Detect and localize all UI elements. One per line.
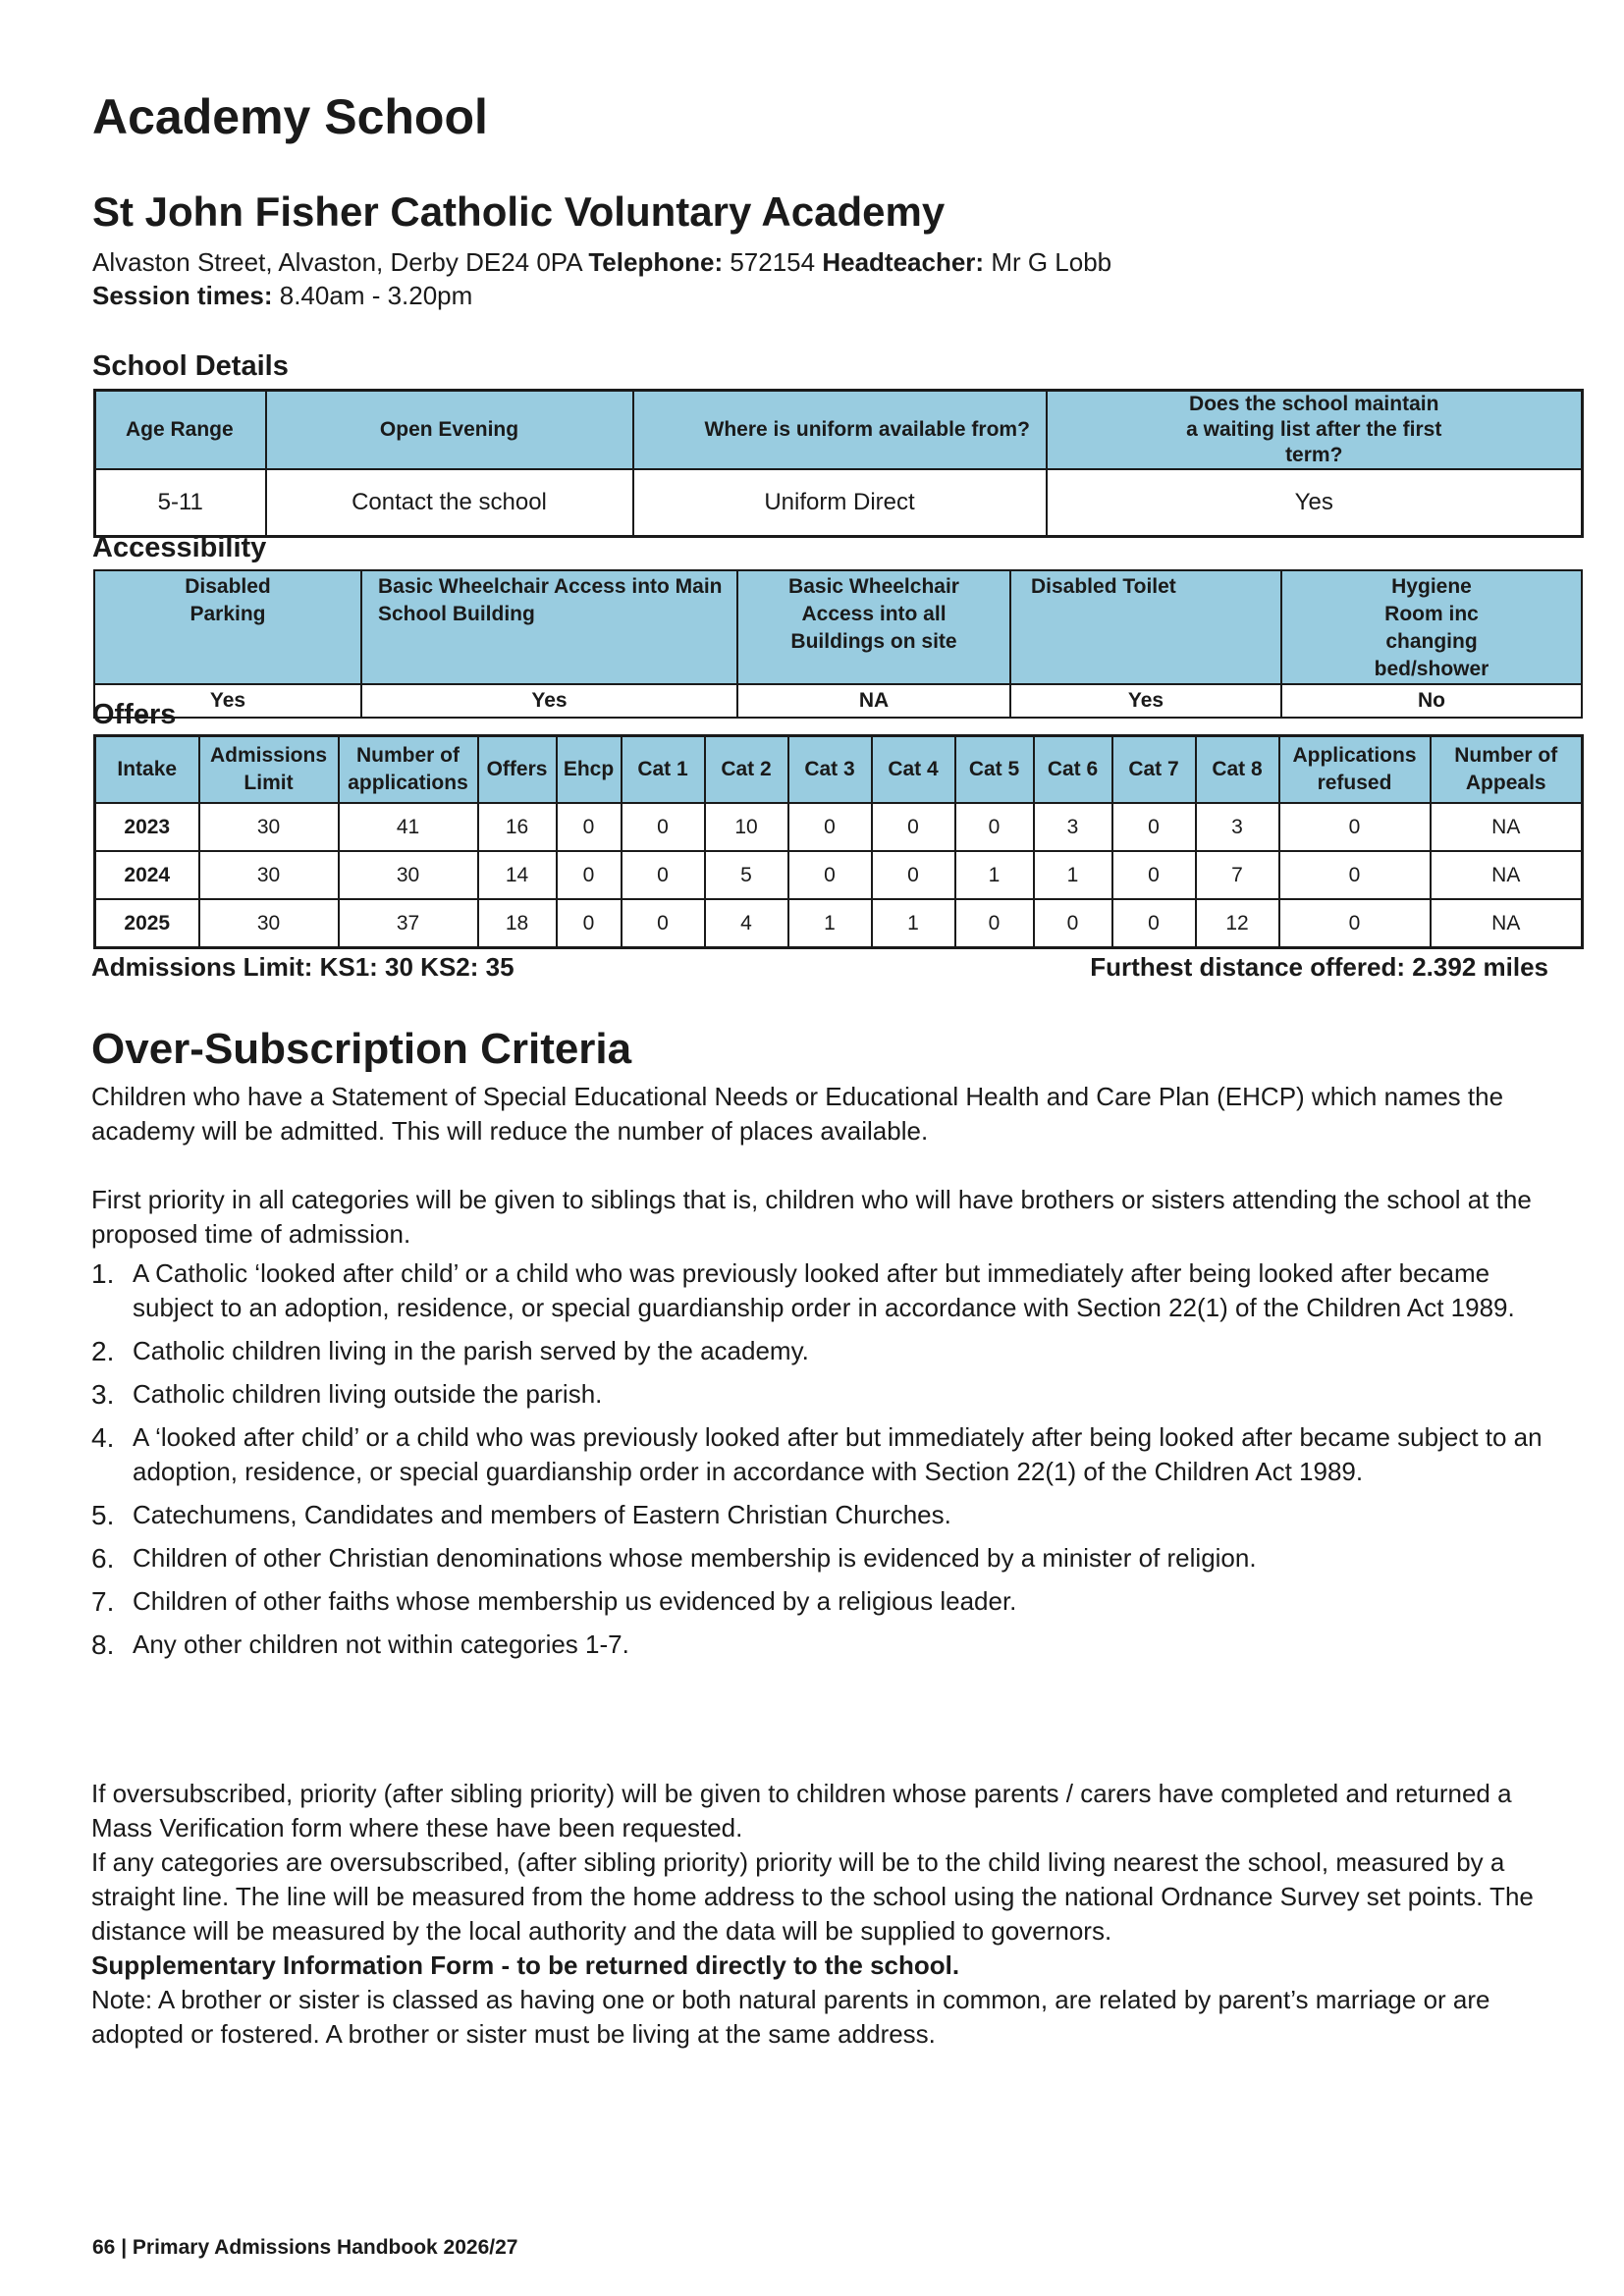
table-row xyxy=(95,851,1583,899)
offers-cell: 3 xyxy=(1196,803,1279,851)
accessibility-cell: Yes xyxy=(1010,684,1281,718)
offers-cell: 30 xyxy=(199,899,339,948)
accessibility-table xyxy=(93,569,1583,719)
offers-cell: 0 xyxy=(622,803,705,851)
offers-cell: 0 xyxy=(622,851,705,899)
list-item xyxy=(91,1334,1544,1368)
accessibility-header: Basic Wheelchair Access into all Buildings on site xyxy=(737,570,1010,684)
list-item-number: 8. xyxy=(91,1629,115,1660)
offers-header: Cat 5 xyxy=(955,736,1034,804)
offers-cell: 16 xyxy=(478,803,557,851)
list-item-text: A Catholic ‘looked after child’ or a child who was previously looked after but immediately after being looked after became subject to an adoption, residence, or special guardianship order in accordance with Section 22(1) of the Children Act 1989. xyxy=(133,1258,1515,1322)
offers-cell: 37 xyxy=(339,899,478,948)
list-item-number: 5. xyxy=(91,1500,115,1530)
offers-cell: 0 xyxy=(788,803,872,851)
mass-verification-paragraph: If oversubscribed, priority (after sibling priority) will be given to children whose parents / carers have completed and returned a Mass Verification form where these have been requested. xyxy=(91,1779,1512,1842)
offers-cell: 1 xyxy=(872,899,955,948)
offers-cell: 0 xyxy=(1112,851,1196,899)
offers-cell: 14 xyxy=(478,851,557,899)
telephone-label: Telephone: xyxy=(588,247,724,277)
list-item xyxy=(91,1628,1544,1662)
school-name: St John Fisher Catholic Voluntary Academy xyxy=(92,188,946,235)
offers-cell: 0 xyxy=(1279,899,1431,948)
offers-header: Admissions Limit xyxy=(199,736,339,804)
list-item-number: 6. xyxy=(91,1543,115,1574)
offers-header: Cat 8 xyxy=(1196,736,1279,804)
intro-siblings: First priority in all categories will be given to siblings that is, children who will have brothers or sisters attending the school at the proposed time of admission. xyxy=(91,1185,1532,1249)
offers-header: Number of applications xyxy=(339,736,478,804)
offers-cell: 30 xyxy=(199,851,339,899)
intake-year: 2023 xyxy=(95,803,199,851)
intake-year: 2024 xyxy=(95,851,199,899)
details-cell: 5-11 xyxy=(95,469,266,537)
offers-cell: 12 xyxy=(1196,899,1279,948)
offers-cell: 0 xyxy=(1112,899,1196,948)
list-item xyxy=(91,1498,1544,1532)
table-row xyxy=(95,803,1583,851)
criteria-intro xyxy=(91,1080,1544,1252)
offers-cell: 5 xyxy=(705,851,788,899)
offers-cell: 4 xyxy=(705,899,788,948)
school-address: Alvaston Street, Alvaston, Derby DE24 0PA xyxy=(92,247,582,277)
accessibility-cell: Yes xyxy=(94,684,361,718)
list-item-number: 1. xyxy=(91,1258,115,1289)
list-item-text: Children of other faiths whose membership us evidenced by a religious leader. xyxy=(133,1586,1017,1616)
offers-cell: 1 xyxy=(788,899,872,948)
offers-cell: 10 xyxy=(705,803,788,851)
details-header: Does the school maintain a waiting list after the first term? xyxy=(1047,391,1583,470)
accessibility-header: Basic Wheelchair Access into Main School Building xyxy=(361,570,737,684)
accessibility-cell: Yes xyxy=(361,684,737,718)
list-item xyxy=(91,1584,1544,1619)
offers-cell: 30 xyxy=(199,803,339,851)
list-item xyxy=(91,1541,1544,1575)
session-label: Session times: xyxy=(92,281,273,310)
offers-table xyxy=(93,734,1584,949)
offers-cell: 0 xyxy=(955,803,1034,851)
list-item-number: 7. xyxy=(91,1586,115,1617)
list-item xyxy=(91,1256,1544,1325)
offers-cell: 0 xyxy=(557,803,622,851)
school-details-table xyxy=(93,389,1584,538)
list-item-text: Catholic children living in the parish served by the academy. xyxy=(133,1336,809,1365)
school-contact xyxy=(92,245,1111,312)
offers-cell: NA xyxy=(1431,803,1583,851)
furthest-distance: Furthest distance offered: 2.392 miles xyxy=(1090,952,1548,982)
offers-cell: 0 xyxy=(1279,803,1431,851)
list-item-number: 4. xyxy=(91,1422,115,1453)
offers-cell: 0 xyxy=(622,899,705,948)
distance-paragraph: If any categories are oversubscribed, (after sibling priority) priority will be to the child living nearest the school, measured by a straight line. The line will be measured from the home address to the school using the national Ordnance Survey set points. The distance will be measured by the local authority and the data will be supplied to governors. xyxy=(91,1847,1534,1946)
offers-header: Offers xyxy=(478,736,557,804)
offers-cell: 0 xyxy=(1279,851,1431,899)
details-cell: Yes xyxy=(1047,469,1583,537)
offers-header: Intake xyxy=(95,736,199,804)
offers-cell: 0 xyxy=(1112,803,1196,851)
offers-heading: Offers xyxy=(92,699,177,730)
offers-header: Number of Appeals xyxy=(1431,736,1583,804)
accessibility-cell: No xyxy=(1281,684,1582,718)
offers-cell: 3 xyxy=(1034,803,1112,851)
details-header: Age Range xyxy=(95,391,266,470)
offers-cell: 0 xyxy=(557,899,622,948)
offers-header: Ehcp xyxy=(557,736,622,804)
offers-header: Applications refused xyxy=(1279,736,1431,804)
offers-cell: 7 xyxy=(1196,851,1279,899)
page-title: Academy School xyxy=(92,89,488,144)
accessibility-header: Disabled Parking xyxy=(94,570,361,684)
list-item xyxy=(91,1377,1544,1412)
offers-cell: 1 xyxy=(1034,851,1112,899)
offers-cell: 0 xyxy=(1034,899,1112,948)
school-details-heading: School Details xyxy=(92,350,289,382)
offers-header: Cat 3 xyxy=(788,736,872,804)
list-item-number: 2. xyxy=(91,1336,115,1366)
page-footer: 66 | Primary Admissions Handbook 2026/27 xyxy=(92,2236,518,2259)
supplementary-form-note: Supplementary Information Form - to be returned directly to the school. xyxy=(91,1950,960,1980)
accessibility-header: Hygiene Room inc changing bed/shower xyxy=(1281,570,1582,684)
offers-header: Cat 4 xyxy=(872,736,955,804)
list-item-text: Catechumens, Candidates and members of Eastern Christian Churches. xyxy=(133,1500,951,1529)
intake-year: 2025 xyxy=(95,899,199,948)
criteria-list xyxy=(91,1256,1544,1671)
offers-cell: NA xyxy=(1431,899,1583,948)
list-item-text: Catholic children living outside the parish. xyxy=(133,1379,603,1409)
offers-cell: 1 xyxy=(955,851,1034,899)
headteacher-value: Mr G Lobb xyxy=(991,247,1112,277)
offers-cell: NA xyxy=(1431,851,1583,899)
list-item xyxy=(91,1420,1544,1489)
accessibility-header: Disabled Toilet xyxy=(1010,570,1281,684)
sibling-note: Note: A brother or sister is classed as having one or both natural parents in common, are related by parent’s marriage or are adopted or fostered. A brother or sister must be living at the same address. xyxy=(91,1985,1490,2049)
session-value: 8.40am - 3.20pm xyxy=(279,281,473,310)
headteacher-label: Headteacher: xyxy=(822,247,985,277)
offers-header: Cat 6 xyxy=(1034,736,1112,804)
offers-cell: 0 xyxy=(872,851,955,899)
list-item-number: 3. xyxy=(91,1379,115,1410)
offers-cell: 0 xyxy=(557,851,622,899)
details-header: Open Evening xyxy=(266,391,633,470)
offers-header: Cat 7 xyxy=(1112,736,1196,804)
criteria-heading: Over-Subscription Criteria xyxy=(91,1025,632,1073)
list-item-text: A ‘looked after child’ or a child who was previously looked after but immediately after being looked after became subject to an adoption, residence, or special guardianship order in accordance with Section 22(1) of the Children Act 1989. xyxy=(133,1422,1543,1486)
offers-cell: 0 xyxy=(872,803,955,851)
criteria-notes xyxy=(91,1777,1544,2052)
offers-cell: 18 xyxy=(478,899,557,948)
accessibility-cell: NA xyxy=(737,684,1010,718)
accessibility-heading: Accessibility xyxy=(92,532,267,563)
details-header: Where is uniform available from? xyxy=(633,391,1047,470)
admissions-limit-note: Admissions Limit: KS1: 30 KS2: 35 xyxy=(91,952,514,982)
table-row xyxy=(95,899,1583,948)
offers-cell: 41 xyxy=(339,803,478,851)
details-cell: Uniform Direct xyxy=(633,469,1047,537)
offers-header: Cat 1 xyxy=(622,736,705,804)
intro-ehcp: Children who have a Statement of Special Educational Needs or Educational Health and Care Plan (EHCP) which names the academy will be admitted. This will reduce the number of places available. xyxy=(91,1082,1504,1146)
details-cell: Contact the school xyxy=(266,469,633,537)
list-item-text: Children of other Christian denominations whose membership is evidenced by a minister of religion. xyxy=(133,1543,1257,1573)
list-item-text: Any other children not within categories 1-7. xyxy=(133,1629,629,1659)
offers-cell: 0 xyxy=(788,851,872,899)
offers-cell: 30 xyxy=(339,851,478,899)
offers-header: Cat 2 xyxy=(705,736,788,804)
offers-cell: 0 xyxy=(955,899,1034,948)
telephone-value: 572154 xyxy=(730,247,816,277)
